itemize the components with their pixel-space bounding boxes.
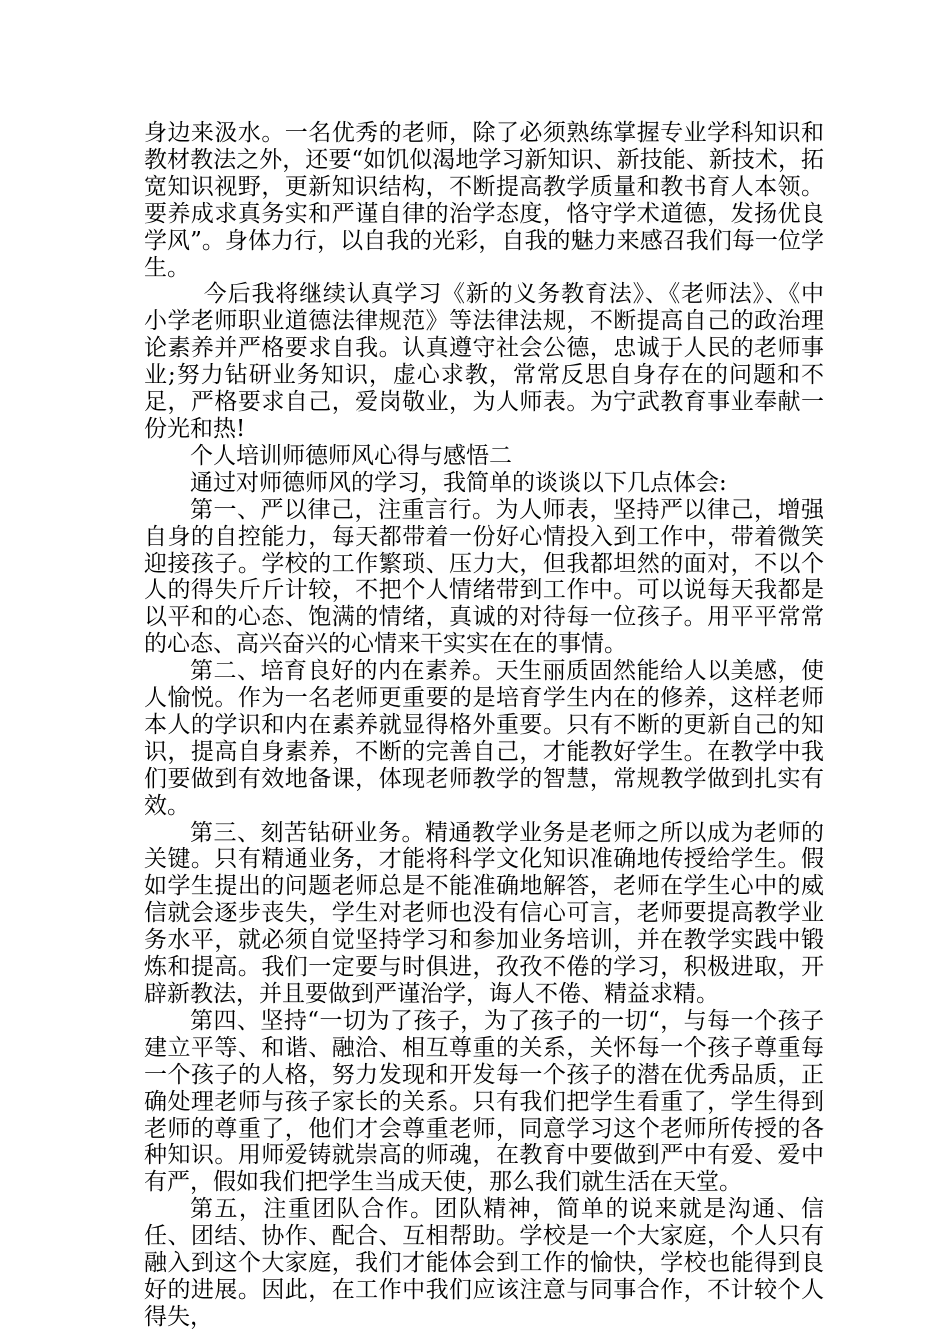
paragraph-point-three: 第三、刻苦钻研业务。精通教学业务是老师之所以成为老师的关键。只有精通业务，才能将科学文化知识准确地传授给学生。假如学生提出的问题老师总是不能准确地解答，老师在学生心中的威信就会逐步丧失，学生对老师也没有信心可言，老师要提高教学业务水平，就必须自觉坚持学习和参加业务培训，并在教学实践中锻炼和提高。我们一定要与时俱进，孜孜不倦的学习，积极进取，开辟新教法，并且要做到严谨治学，诲人不倦、精益求精。 <box>144 819 824 1007</box>
section-title: 个人培训师德师风心得与感悟二 <box>190 442 512 469</box>
paragraph-future-study: 今后我将继续认真学习《新的义务教育法》、《老师法》、《中小学老师职业道德法律规范》等法律法规，不断提高自己的政治理论素养并严格要求自我。认真遵守社会公德，忠诚于人民的老师事业;努力钻研业务知识，虚心求教，常常反思自身存在的问题和不足，严格要求自己，爱岗敬业，为人师表。为宁武教育事业奉献一份光和热! <box>144 281 824 442</box>
paragraph-intro: 通过对师德师风的学习，我简单的谈谈以下几点体会: <box>190 469 727 496</box>
paragraph-continuation: 身边来汲水。一名优秀的老师，除了必须熟练掌握专业学科知识和教材教法之外，还要“如饥似渴地学习新知识、新技能、新技术，拓宽知识视野，更新知识结构，不断提高教学质量和教书育人本领。要养成求真务实和严谨自律的治学态度，恪守学术道德，发扬优良学风”。身体力行，以自我的光彩，自我的魅力来感召我们每一位学生。 <box>144 120 824 281</box>
paragraph-point-one: 第一、严以律己，注重言行。为人师表，坚持严以律己，增强自身的自控能力，每天都带着一份好心情投入到工作中，带着微笑迎接孩子。学校的工作繁琐、压力大，但我都坦然的面对，不以个人的得失斤斤计较，不把个人情绪带到工作中。可以说每天我都是以平和的心态、饱满的情绪，真诚的对待每一位孩子。用平平常常的心态、高兴奋兴的心情来干实实在在的事情。 <box>144 496 824 658</box>
paragraph-point-five: 第五，注重团队合作。团队精神，简单的说来就是沟通、信任、团结、协作、配合、互相帮助。学校是一个大家庭，个人只有融入到这个大家庭，我们才能体会到工作的愉快，学校也能得到良好的进展。因此，在工作中我们应该注意与同事合作，不计较个人得失， <box>144 1196 824 1330</box>
paragraph-point-four: 第四、坚持“一切为了孩子，为了孩子的一切“，与每一个孩子建立平等、和谐、融洽、相互尊重的关系，关怀每一个孩子尊重每一个孩子的人格，努力发现和开发每一个孩子的潜在优秀品质，正确处理老师与孩子家长的关系。只有我们把学生看重了，学生得到老师的尊重了，他们才会尊重老师，同意学习这个老师所传授的各种知识。用师爱铸就崇高的师魂，在教育中要做到严中有爱、爱中有严，假如我们把学生当成天使，那么我们就生活在天堂。 <box>144 1007 824 1196</box>
document-body <box>144 120 824 1331</box>
paragraph-point-two: 第二、培育良好的内在素养。天生丽质固然能给人以美感，使人愉悦。作为一名老师更重要的是培育学生内在的修养，这样老师本人的学识和内在素养就显得格外重要。只有不断的更新自己的知识，提高自身素养，不断的完善自己，才能教好学生。在教学中我们要做到有效地备课，体现老师教学的智慧，常规教学做到扎实有效。 <box>144 658 824 819</box>
